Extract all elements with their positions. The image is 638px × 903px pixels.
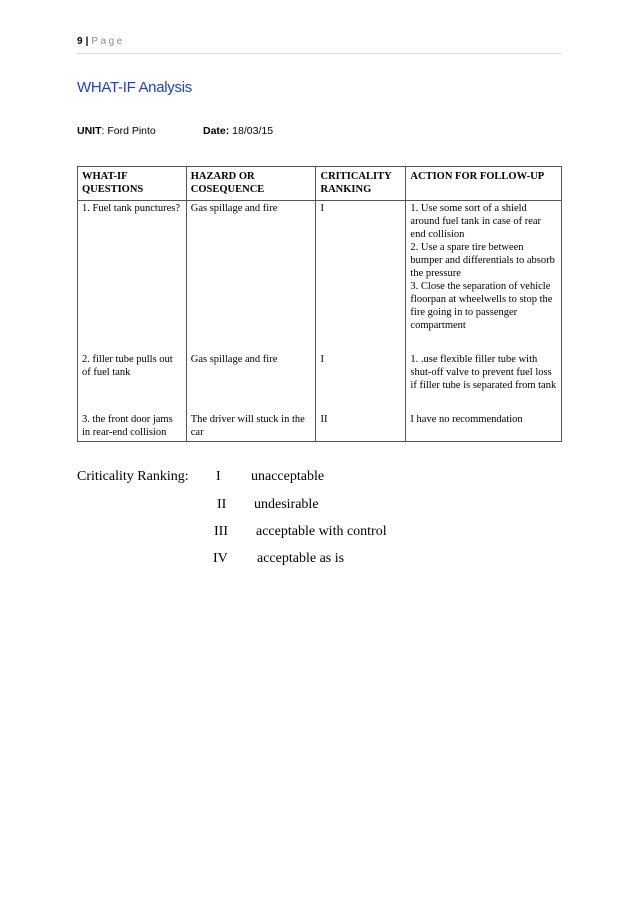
header-criticality-ranking: CRITICALITY RANKING [316,167,406,201]
page-word: Page [91,36,125,47]
ranking-cell: I [316,352,406,412]
date-value: 18/03/15 [229,125,274,137]
action-item: 2. Use a spare tire between bumper and differentials to absorb the pressure [410,242,555,279]
rank-description: unacceptable [251,469,325,484]
table-header-row [78,167,562,201]
unit-value: : Ford Pinto [101,125,156,137]
question-cell: 2. filler tube pulls out of fuel tank [78,352,187,412]
header-hazard: HAZARD OR COSEQUENCE [186,167,316,201]
question-cell: 3. the front door jams in rear-end collision [78,412,187,442]
action-cell [406,352,562,412]
action-cell [406,201,562,353]
document-title: WHAT-IF Analysis [77,79,192,96]
ranking-cell: I [316,201,406,353]
rank-code: II [217,497,227,512]
table-row [78,412,562,442]
unit-field [77,125,156,137]
unit-label: UNIT [77,125,102,137]
rank-description: undesirable [254,497,319,512]
header-action-follow-up: ACTION FOR FOLLOW-UP [406,167,562,201]
ranking-cell: II [316,412,406,442]
table-row [78,201,562,353]
hazard-cell: Gas spillage and fire [186,352,316,412]
date-label: Date: [203,125,230,137]
hazard-cell: The driver will stuck in the car [186,412,316,442]
date-field [203,125,273,137]
header-what-if-questions: WHAT-IF QUESTIONS [78,167,187,201]
action-item: 1. .use flexible filler tube with shut-off valve to prevent fuel loss if filler tube is separated from tank [410,354,557,391]
rank-code: III [214,524,228,539]
action-item: 1. Use some sort of a shield around fuel tank in case of rear end collision [410,203,542,240]
question-cell: 1. Fuel tank punctures? [78,201,187,353]
what-if-table [77,166,562,442]
rank-code: IV [213,551,228,566]
table-row [78,352,562,412]
hazard-cell: Gas spillage and fire [186,201,316,353]
header-separator: | [85,36,89,47]
action-item: I have no recommendation [410,414,523,425]
rank-description: acceptable as is [257,551,345,566]
rank-description: acceptable with control [256,524,387,539]
page-header [77,36,125,47]
action-cell [406,412,562,442]
page-number: 9 [77,36,83,47]
criticality-legend-label: Criticality Ranking: [77,469,189,484]
rank-code: I [216,469,221,484]
action-item: 3. Close the separation of vehicle floorpan at wheelwells to stop the fire going in to passenger compartment [410,281,553,331]
header-divider [77,53,561,54]
